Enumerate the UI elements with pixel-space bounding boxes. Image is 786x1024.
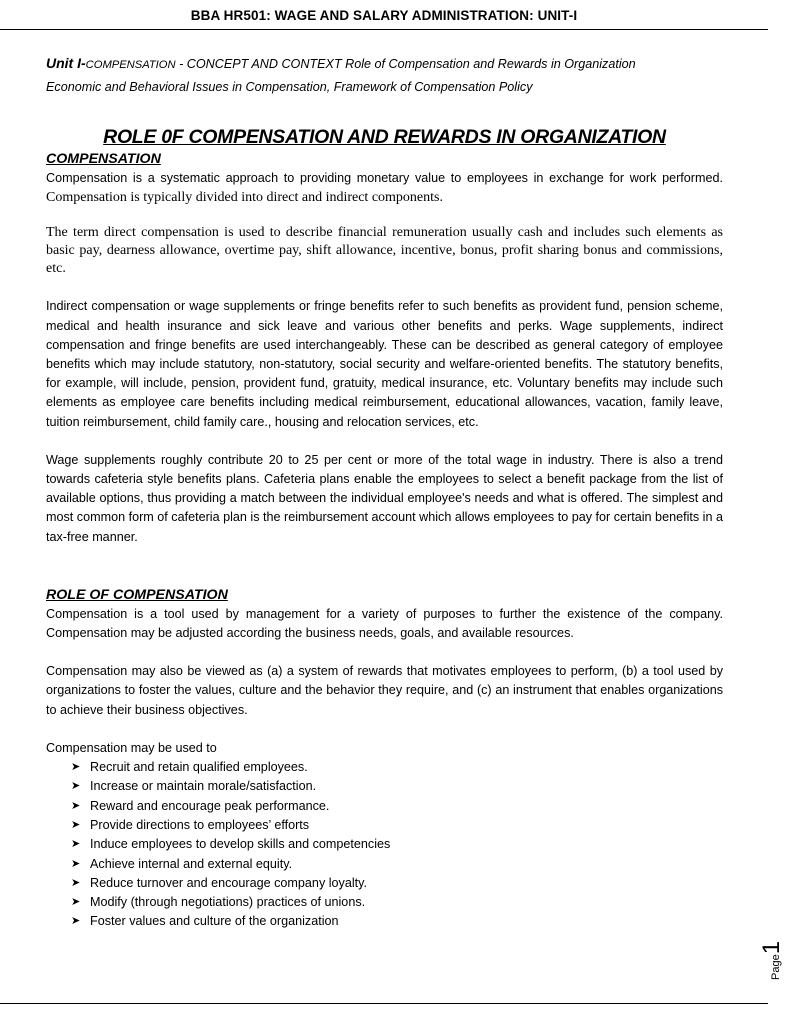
compensation-paragraph-4: Wage supplements roughly contribute 20 to 25 per cent or more of the total wage in industry. There is also a trend towards cafeteria style benefits plans. Cafeteria plans enable the employees to select a benefit package from the list of available options, thus providing a match between the individual employee's needs and what is offered. The simplest and most common form of cafeteria plan is the reimbursement account which allows employees to pay for certain benefits in a tax-free manner. [46, 452, 723, 544]
list-item: ➤ Foster values and culture of the organization [71, 912, 723, 931]
compensation-paragraph-3: Indirect compensation or wage supplements or fringe benefits refer to such benefits as provident fund, pension scheme, medical and health insurance and sick leave and various other benefits and perks. Wage supplements, indirect compensation and fringe benefits are used interchangeably. These can be described as general category of employee benefits which may include statutory, non-statutory, social security and welfare-oriented benefits. The statutory benefits, for example, will include, pension, provident fund, gratuity, medical insurance, etc. Voluntary benefits may include such elements as employee care benefits including medical reimbursement, educational allowances, vacation, family leave, tuition reimbursement, child family care., housing and relocation services, etc. [46, 299, 723, 429]
running-header [0, 0, 768, 30]
arrow-bullet-icon: ➤ [71, 818, 81, 831]
arrow-bullet-icon: ➤ [71, 838, 81, 851]
compensation-heading: COMPENSATION [46, 151, 161, 167]
role-paragraph-1: Compensation is a tool used by management for a variety of purposes to further the existence of the company. Compensation may be adjusted according the business needs, goals, and available resources. [46, 606, 723, 641]
list-item: ➤ Reduce turnover and encourage company loyalty. [71, 874, 723, 893]
page-label: Page [770, 954, 782, 980]
compensation-p1-serif: Compensation is typically divided into direct and indirect components. [46, 190, 443, 206]
list-item: ➤ Induce employees to develop skills and competencies [71, 835, 723, 854]
list-item: ➤ Increase or maintain morale/satisfaction. [71, 777, 723, 796]
list-item: ➤ Modify (through negotiations) practices of unions. [71, 893, 723, 912]
arrow-bullet-icon: ➤ [71, 799, 81, 812]
list-item: ➤ Reward and encourage peak performance. [71, 797, 723, 816]
arrow-bullet-icon: ➤ [71, 896, 81, 909]
compensation-paragraph-1 [46, 169, 723, 207]
arrow-bullet-icon: ➤ [71, 761, 81, 774]
arrow-bullet-icon: ➤ [71, 780, 81, 793]
role-heading: ROLE OF COMPENSATION [46, 586, 228, 603]
footer-rule [0, 1003, 768, 1004]
list-item: ➤ Achieve internal and external equity. [71, 855, 723, 874]
list-item: ➤ Recruit and retain qualified employees. [71, 758, 723, 777]
unit-line-1 [46, 52, 723, 76]
role-paragraph-2: Compensation may also be viewed as (a) a system of rewards that motivates employees to perform, (b) a tool used by organizations to foster the values, culture and the behavior they require, and (c) an instrument that enables organizations to achieve their business objectives. [46, 664, 723, 717]
list-item: ➤ Provide directions to employees’ efforts [71, 816, 723, 835]
unit-line-2: Economic and Behavioral Issues in Compensation, Framework of Compensation Policy [46, 80, 533, 94]
compensation-paragraph-2: The term direct compensation is used to describe financial remuneration usually cash and includes such elements as basic pay, dearness allowance, overtime pay, shift allowance, incentive, bonus, profit sharing bonus and commissions, etc. [46, 225, 723, 277]
arrow-bullet-icon: ➤ [71, 915, 81, 928]
purpose-list [46, 758, 723, 932]
header-title: BBA HR501: WAGE AND SALARY ADMINISTRATION: UNIT-I [190, 8, 578, 23]
page-number-value: 1 [758, 940, 785, 955]
compensation-p1-sans: Compensation is a systematic approach to providing monetary value to employees in exchange for work performed. [46, 171, 723, 185]
page-content [46, 52, 723, 932]
unit-rest: - CONCEPT AND CONTEXT Role of Compensation and Rewards in Organization [175, 57, 636, 71]
arrow-bullet-icon: ➤ [71, 876, 81, 889]
arrow-bullet-icon: ➤ [71, 857, 81, 870]
document-title: ROLE 0F COMPENSATION AND REWARDS IN ORGANIZATION [103, 126, 666, 148]
unit-lead: Unit I- [46, 55, 86, 71]
page-number [738, 930, 785, 980]
role-list-intro: Compensation may be used to [46, 740, 217, 755]
unit-topic: COMPENSATION [85, 59, 176, 71]
